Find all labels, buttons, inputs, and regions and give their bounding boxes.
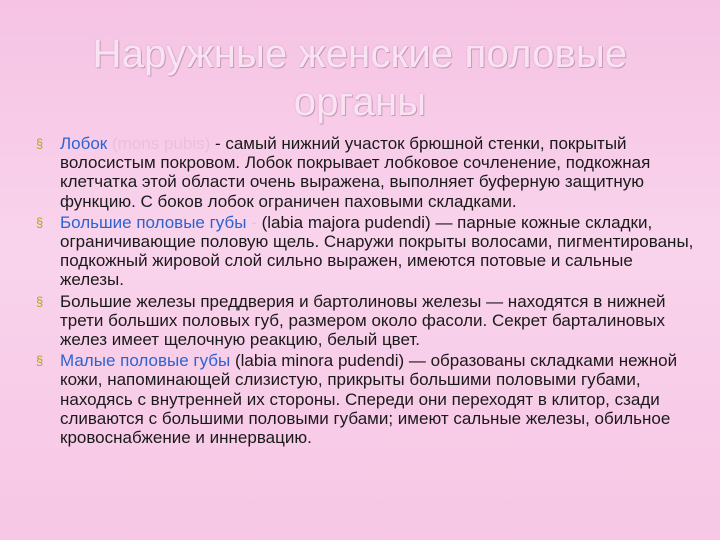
latin-term: (mons pubis) (107, 134, 211, 153)
bullet-list (36, 134, 696, 449)
term-labia-minora: Малые половые губы (60, 351, 231, 371)
bullet-marker-icon: § (36, 136, 44, 151)
bullet-item-labia-majora (36, 213, 696, 290)
bullet-item-mons-pubis (36, 134, 696, 211)
bullet-text: - самый нижний участок брюшной стенки, покрытый волосистым покровом. Лобок покрывает лобковое сочленение, подкожная клетчатка этой области очень выражена, выполняет буферную защитную функцию. С боков лобок ограничен паховыми складками. (60, 134, 651, 211)
dash-separator: - (246, 212, 262, 232)
bullet-item-labia-minora (36, 351, 696, 447)
slide-title: Наружные женские половые органы (92, 32, 628, 124)
bullet-text: Большие железы преддверия и бартолиновы железы — находятся в нижней трети больших половых губ, размером около фасоли. Секрет барталиновых желез имеет щелочную реакцию, белый цвет. (60, 291, 666, 350)
bullet-marker-icon: § (36, 214, 44, 230)
term-labia-majora: Большие половые губы (60, 212, 247, 232)
term-mons-pubis: Лобок (60, 134, 108, 153)
bullet-text: (labia majora pudendi) — парные кожные складки, ограничивающие половую щель. Снаружи покрыты волосами, пигментированы, подкожный жировой слой сильно выражен, имеются потовые и сальные железы. (60, 212, 694, 290)
bullet-marker-icon: § (36, 353, 44, 369)
bullet-item-glands (36, 292, 696, 350)
bullet-marker-icon: § (36, 293, 44, 309)
bullet-text: (labia minora pudendi) — образованы складками нежной кожи, напоминающей слизистую, прикрыты большими половыми губами, находясь с внутренней их стороны. Спереди они переходят в клитор, сзади сливаются с большими половыми губами; имеют сальные железы, обильное кровоснабжение и иннервацию. (60, 351, 678, 448)
